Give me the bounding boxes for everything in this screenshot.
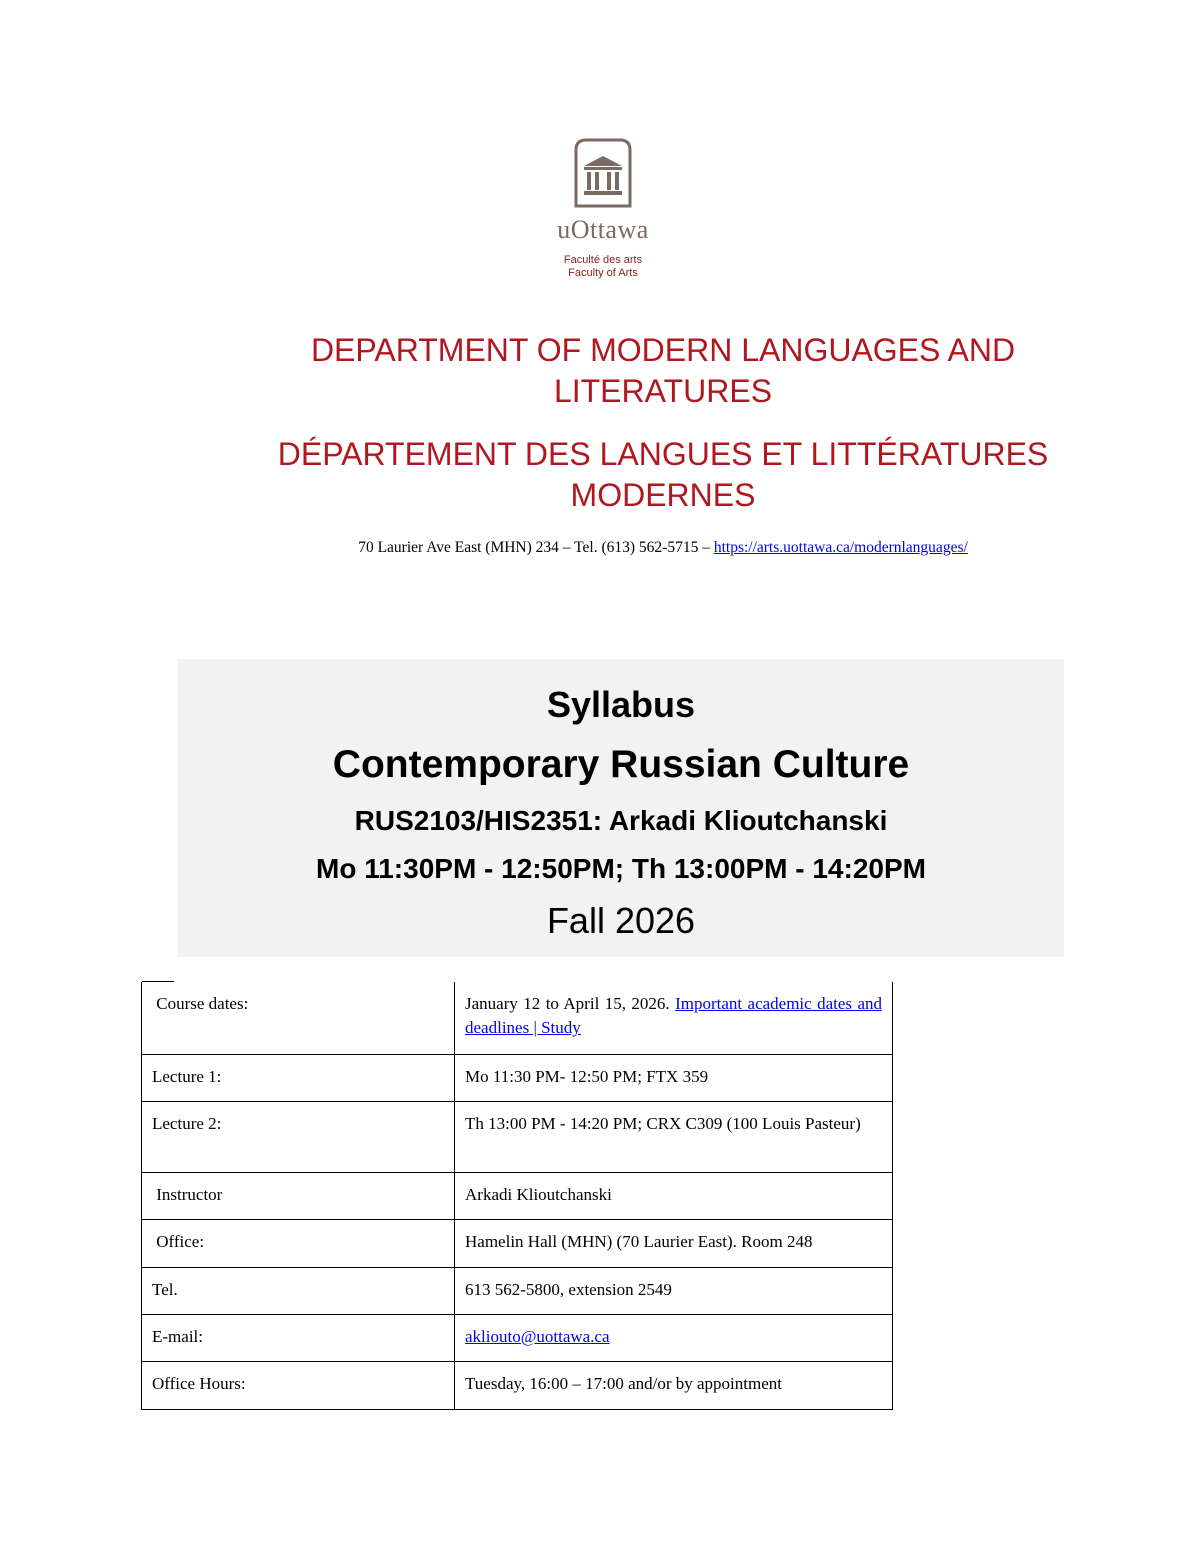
table-row	[142, 1054, 893, 1101]
faculty-name-fr: Faculté des arts	[563, 254, 643, 266]
course-schedule: Mo 11:30PM - 12:50PM; Th 13:00PM - 14:20PM	[316, 853, 926, 884]
syllabus-label: Syllabus	[546, 684, 696, 725]
course-info-table	[141, 982, 893, 1410]
table-row	[142, 1361, 893, 1409]
course-codes-instructor: RUS2103/HIS2351: Arkadi Klioutchanski	[354, 805, 888, 836]
row-label-email: E-mail:	[142, 1314, 455, 1361]
row-label-lecture-2: Lecture 2:	[142, 1101, 455, 1172]
table-row	[142, 1219, 893, 1267]
department-title-en: DEPARTMENT OF MODERN LANGUAGES AND LITERATURES	[310, 332, 1016, 409]
faculty-name	[538, 254, 668, 280]
table-row	[142, 1101, 893, 1172]
row-value-office: Hamelin Hall (MHN) (70 Laurier East). Room 248	[455, 1219, 893, 1267]
table-row	[142, 1267, 893, 1314]
row-value-lecture-2: Th 13:00 PM - 14:20 PM; CRX C309 (100 Louis Pasteur)	[455, 1101, 893, 1172]
university-building-icon	[572, 136, 634, 208]
row-label-office: Office:	[142, 1219, 455, 1267]
table-row	[142, 1314, 893, 1361]
course-title: Contemporary Russian Culture	[332, 743, 910, 786]
row-label-course-dates: Course dates:	[142, 982, 455, 1054]
row-value-email	[455, 1314, 893, 1361]
row-value-lecture-1: Mo 11:30 PM- 12:50 PM; FTX 359	[455, 1054, 893, 1101]
table-row	[142, 982, 893, 1054]
course-term: Fall 2026	[546, 900, 696, 941]
row-value-instructor: Arkadi Klioutchanski	[455, 1172, 893, 1219]
university-logo	[538, 136, 668, 296]
row-label-lecture-1: Lecture 1:	[142, 1054, 455, 1101]
course-dates-text: January 12 to April 15, 2026.	[465, 994, 676, 1013]
department-address	[200, 539, 1126, 557]
row-value-course-dates	[455, 982, 893, 1054]
row-label-instructor: Instructor	[142, 1172, 455, 1219]
email-link[interactable]: akliouto@uottawa.ca	[465, 1326, 610, 1346]
department-title-fr: DÉPARTEMENT DES LANGUES ET LITTÉRATURES MODERNES	[277, 436, 1049, 513]
row-value-office-hours: Tuesday, 16:00 – 17:00 and/or by appointment	[455, 1361, 893, 1409]
department-website-link[interactable]: https://arts.uottawa.ca/modernlanguages/	[713, 539, 968, 556]
row-label-office-hours: Office Hours:	[142, 1361, 455, 1409]
syllabus-banner	[178, 659, 1064, 957]
address-text: 70 Laurier Ave East (MHN) 234 – Tel. (613) 562-5715 –	[358, 539, 714, 556]
faculty-name-en: Faculty of Arts	[568, 267, 638, 279]
table-row	[142, 1172, 893, 1219]
university-wordmark: uOttawa	[557, 215, 649, 244]
row-value-tel: 613 562-5800, extension 2549	[455, 1267, 893, 1314]
academic-dates-link[interactable]: Important academic dates and deadlines | Study	[465, 994, 883, 1037]
row-label-tel: Tel.	[142, 1267, 455, 1314]
